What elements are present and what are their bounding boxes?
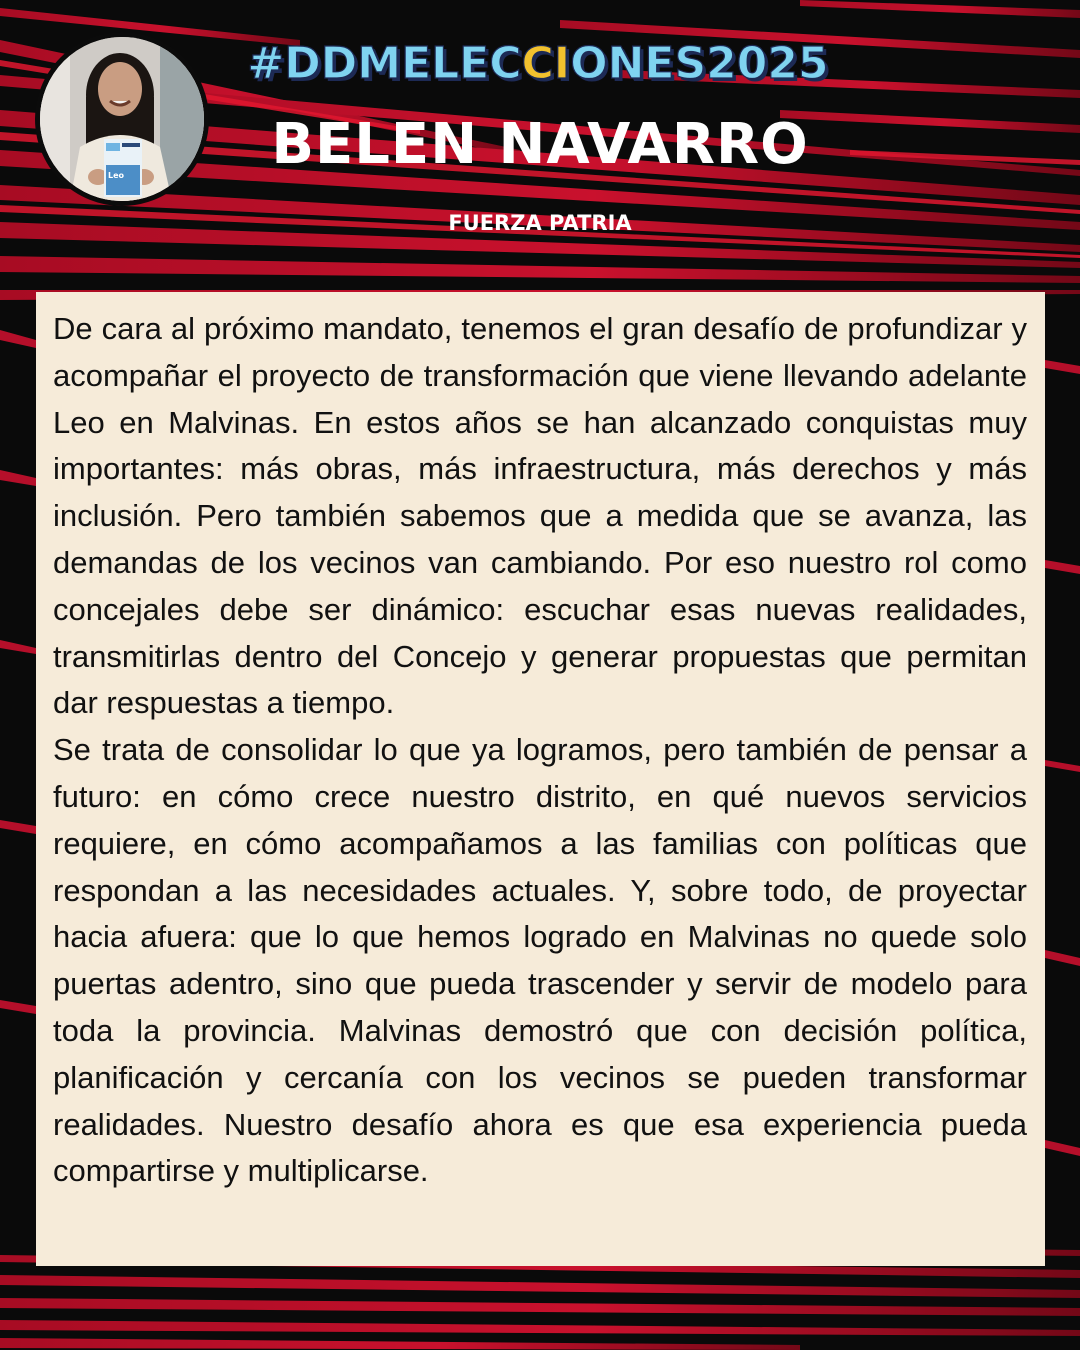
statement-paragraph-1: De cara al próximo mandato, tenemos el gran desafío de profundizar y acompañar el proyecto de transformación que viene llevando adelante Leo en Malvinas. En estos años se han alcanzado conquistas muy importantes: más obras, más infraestructura, más derechos y más inclusión. Pero también sabemos que a medida que se avanza, las demandas de los vecinos van cambiando. Por eso nuestro rol como concejales debe ser dinámico: escuchar esas nuevas realidades, transmitirlas dentro del Concejo y generar propuestas que permitan dar respuestas a tiempo. [53, 311, 1027, 721]
hashtag-highlight: CI [521, 38, 571, 89]
hashtag-prefix: #DDMELEC [247, 38, 522, 89]
party-name: FUERZA PATRIA [448, 211, 632, 235]
statement-paragraph-2: Se trata de consolidar lo que ya logramos, pero también de pensar a futuro: en cómo crece nuestro distrito, en qué nuevos servicios requiere, en cómo acompañamos a las familias con políticas que respondan a las necesidades actuales. Y, sobre todo, de proyectar hacia afuera: que lo que hemos logrado en Malvinas no quede solo puertas adentro, sino que pueda trascender y servir de modelo para toda la provincia. Malvinas demostró que con decisión política, planificación y cercanía con los vecinos se pueden transformar realidades. Nuestro desafío ahora es que esa experiencia pueda compartirse y multiplicarse. [53, 732, 1027, 1189]
hashtag-suffix: ONES2025 [570, 38, 829, 89]
statement-card [36, 292, 1045, 1266]
campaign-hashtag [0, 38, 1078, 89]
svg-text:Leo: Leo [108, 171, 125, 180]
candidate-name: BELEN NAVARRO [271, 112, 809, 177]
